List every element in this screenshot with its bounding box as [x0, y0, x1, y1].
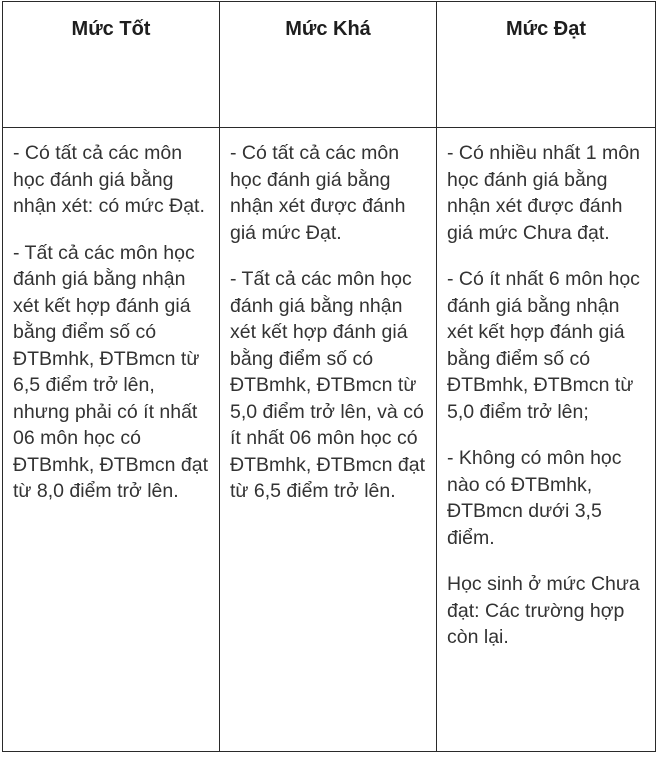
criteria-paragraph: - Tất cả các môn học đánh giá bằng nhận xét kết hợp đánh giá bằng điểm số có ĐTBmhk, ĐTBmcn từ 5,0 điểm trở lên, và có ít nhất 06 môn học có ĐTBmhk, ĐTBmcn đạt từ 6,5 điểm trở lên. [230, 268, 426, 502]
criteria-paragraph: - Có tất cả các môn học đánh giá bằng nhận xét: có mức Đạt. [13, 142, 205, 217]
criteria-row [3, 128, 656, 752]
header-row [3, 2, 656, 128]
criteria-paragraph: - Có nhiều nhất 1 môn học đánh giá bằng nhận xét được đánh giá mức Chưa đạt. [447, 142, 640, 244]
cell-muc-dat [437, 128, 656, 752]
cell-muc-kha [220, 128, 437, 752]
header-muc-tot: Mức Tốt [3, 2, 220, 128]
cell-muc-tot [3, 128, 220, 752]
grading-criteria-table [2, 1, 656, 752]
header-muc-kha: Mức Khá [220, 2, 437, 128]
criteria-paragraph: Học sinh ở mức Chưa đạt: Các trường hợp còn lại. [447, 573, 640, 648]
criteria-paragraph: - Tất cả các môn học đánh giá bằng nhận xét kết hợp đánh giá bằng điểm số có ĐTBmhk, ĐTBmcn từ 6,5 điểm trở lên, nhưng phải có ít nhất 06 môn học có ĐTBmhk, ĐTBmcn đạt từ 8,0 điểm trở lên. [13, 241, 209, 502]
criteria-paragraph: - Có tất cả các môn học đánh giá bằng nhận xét được đánh giá mức Đạt. [230, 142, 406, 244]
criteria-paragraph: - Không có môn học nào có ĐTBmhk, ĐTBmcn dưới 3,5 điểm. [447, 447, 622, 549]
header-muc-dat: Mức Đạt [437, 2, 656, 128]
criteria-paragraph: - Có ít nhất 6 môn học đánh giá bằng nhận xét kết hợp đánh giá bằng điểm số có ĐTBmhk, ĐTBmcn từ 5,0 điểm trở lên; [447, 268, 640, 423]
